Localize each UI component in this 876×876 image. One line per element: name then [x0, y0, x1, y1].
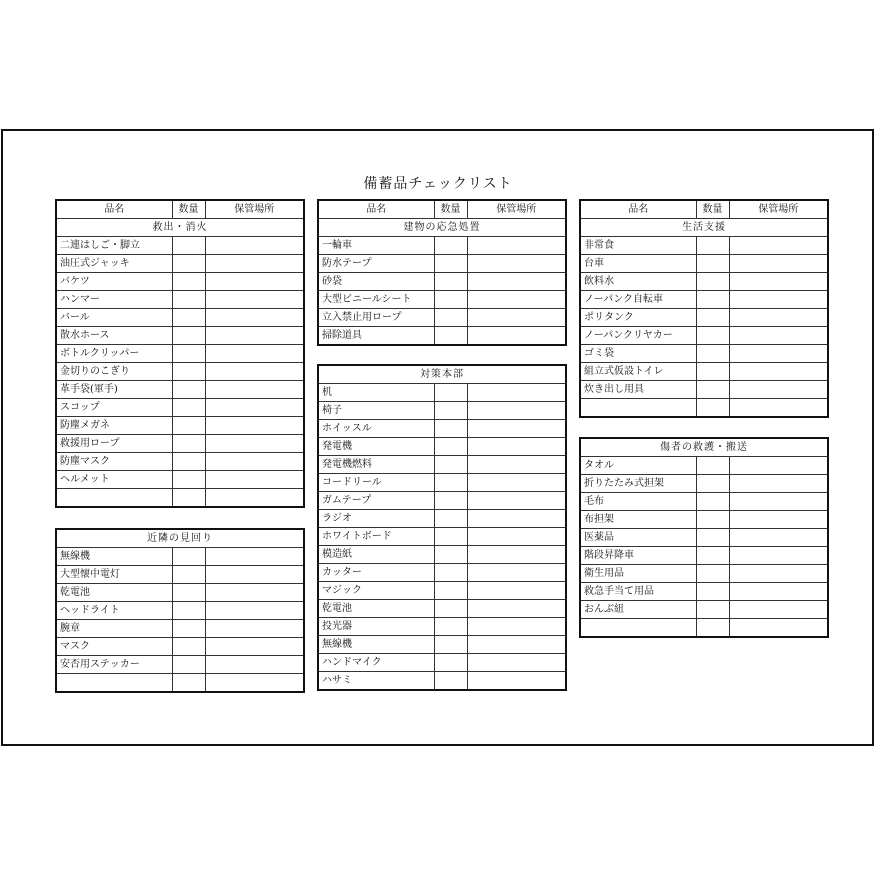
- item-name: 炊き出し用具: [580, 381, 696, 399]
- item-name: 台車: [580, 255, 696, 273]
- quantity-cell[interactable]: [434, 654, 467, 672]
- section-hq: [317, 364, 567, 691]
- table-row: [580, 511, 828, 529]
- storage-location-cell[interactable]: [467, 492, 566, 510]
- table-row: [580, 363, 828, 381]
- table-row: [318, 402, 566, 420]
- table-row: [318, 456, 566, 474]
- table-row: [56, 417, 304, 435]
- quantity-cell[interactable]: [696, 601, 729, 619]
- storage-location-cell[interactable]: [205, 381, 304, 399]
- storage-location-cell[interactable]: [467, 636, 566, 654]
- storage-location-cell[interactable]: [729, 493, 828, 511]
- table-row: [318, 654, 566, 672]
- item-name: コードリール: [318, 474, 434, 492]
- table-row: [318, 273, 566, 291]
- item-name: ホイッスル: [318, 420, 434, 438]
- storage-location-cell[interactable]: [467, 438, 566, 456]
- column-header: 品名: [56, 200, 172, 219]
- table-row: [318, 528, 566, 546]
- quantity-cell[interactable]: [696, 237, 729, 255]
- quantity-cell[interactable]: [696, 583, 729, 601]
- table-row: [318, 636, 566, 654]
- item-name: [56, 489, 172, 508]
- quantity-cell[interactable]: [434, 456, 467, 474]
- storage-location-cell[interactable]: [205, 566, 304, 584]
- column-header-row: [580, 200, 828, 219]
- item-name: 発電機: [318, 438, 434, 456]
- item-name: ノーパンク自転車: [580, 291, 696, 309]
- quantity-cell[interactable]: [434, 474, 467, 492]
- quantity-cell[interactable]: [696, 475, 729, 493]
- quantity-cell[interactable]: [696, 309, 729, 327]
- table-row: [318, 309, 566, 327]
- item-name: 油圧式ジャッキ: [56, 255, 172, 273]
- storage-location-cell[interactable]: [729, 237, 828, 255]
- quantity-cell[interactable]: [434, 618, 467, 636]
- storage-location-cell[interactable]: [205, 345, 304, 363]
- storage-location-cell[interactable]: [467, 420, 566, 438]
- item-name: 乾電池: [318, 600, 434, 618]
- item-name: 無線機: [318, 636, 434, 654]
- table-row: [56, 566, 304, 584]
- quantity-cell[interactable]: [434, 510, 467, 528]
- quantity-cell[interactable]: [434, 564, 467, 582]
- quantity-cell[interactable]: [434, 420, 467, 438]
- quantity-cell[interactable]: [172, 453, 205, 471]
- quantity-cell[interactable]: [434, 438, 467, 456]
- column-header: 保管場所: [205, 200, 304, 219]
- table-row: [580, 493, 828, 511]
- quantity-cell[interactable]: [696, 457, 729, 475]
- column-header-row: [56, 200, 304, 219]
- storage-location-cell[interactable]: [729, 327, 828, 345]
- item-name: 砂袋: [318, 273, 434, 291]
- storage-location-cell[interactable]: [729, 345, 828, 363]
- table-row: [580, 565, 828, 583]
- table-row: [318, 582, 566, 600]
- table-row: [318, 600, 566, 618]
- table-row: [318, 618, 566, 636]
- quantity-cell[interactable]: [434, 291, 467, 309]
- item-name: 模造紙: [318, 546, 434, 564]
- item-name: 一輪車: [318, 237, 434, 255]
- table-row: [56, 309, 304, 327]
- quantity-cell[interactable]: [172, 237, 205, 255]
- quantity-cell[interactable]: [172, 291, 205, 309]
- table-row: [580, 237, 828, 255]
- table-row: [580, 601, 828, 619]
- storage-location-cell[interactable]: [729, 457, 828, 475]
- item-name: マジック: [318, 582, 434, 600]
- storage-location-cell[interactable]: [729, 255, 828, 273]
- storage-location-cell[interactable]: [205, 237, 304, 255]
- table-row: [56, 620, 304, 638]
- storage-location-cell[interactable]: [205, 584, 304, 602]
- table-row: [56, 345, 304, 363]
- storage-location-cell[interactable]: [467, 510, 566, 528]
- quantity-cell[interactable]: [434, 672, 467, 691]
- column-header: 数量: [696, 200, 729, 219]
- quantity-cell[interactable]: [172, 309, 205, 327]
- storage-location-cell[interactable]: [467, 600, 566, 618]
- storage-location-cell[interactable]: [205, 471, 304, 489]
- storage-location-cell[interactable]: [729, 363, 828, 381]
- item-name: 金切りのこぎり: [56, 363, 172, 381]
- table-row: [318, 546, 566, 564]
- storage-location-cell[interactable]: [729, 291, 828, 309]
- storage-location-cell[interactable]: [467, 618, 566, 636]
- table-row: [580, 309, 828, 327]
- quantity-cell[interactable]: [434, 582, 467, 600]
- table-row: [580, 457, 828, 475]
- section-title: 傷者の救護・搬送: [580, 438, 828, 457]
- storage-location-cell[interactable]: [467, 291, 566, 309]
- quantity-cell[interactable]: [172, 417, 205, 435]
- item-name: 医薬品: [580, 529, 696, 547]
- item-name: 投光器: [318, 618, 434, 636]
- table-row: [56, 548, 304, 566]
- table-row: [318, 672, 566, 691]
- section-title: 近隣の見回り: [56, 529, 304, 548]
- quantity-cell[interactable]: [434, 636, 467, 654]
- storage-location-cell[interactable]: [205, 620, 304, 638]
- table-row: [318, 564, 566, 582]
- item-name: 掃除道具: [318, 327, 434, 346]
- table-row: [56, 602, 304, 620]
- storage-location-cell[interactable]: [205, 453, 304, 471]
- table-row: [56, 381, 304, 399]
- quantity-cell[interactable]: [696, 511, 729, 529]
- item-name: ホワイトボード: [318, 528, 434, 546]
- quantity-cell[interactable]: [172, 489, 205, 508]
- section-title: 救出・消火: [56, 219, 304, 237]
- item-name: 散水ホース: [56, 327, 172, 345]
- table-row: [318, 255, 566, 273]
- storage-location-cell[interactable]: [467, 474, 566, 492]
- table-row: [580, 273, 828, 291]
- storage-location-cell[interactable]: [205, 417, 304, 435]
- storage-location-cell[interactable]: [729, 273, 828, 291]
- quantity-cell[interactable]: [434, 237, 467, 255]
- quantity-cell[interactable]: [434, 327, 467, 346]
- quantity-cell[interactable]: [434, 528, 467, 546]
- column-header-row: [318, 200, 566, 219]
- table-row: [318, 420, 566, 438]
- quantity-cell[interactable]: [172, 548, 205, 566]
- item-name: 折りたたみ式担架: [580, 475, 696, 493]
- table-row: [56, 656, 304, 674]
- storage-location-cell[interactable]: [205, 656, 304, 674]
- quantity-cell[interactable]: [434, 309, 467, 327]
- item-name: カッター: [318, 564, 434, 582]
- item-name: 布担架: [580, 511, 696, 529]
- quantity-cell[interactable]: [434, 546, 467, 564]
- item-name: ボトルクリッパー: [56, 345, 172, 363]
- quantity-cell[interactable]: [696, 345, 729, 363]
- table-row: [580, 381, 828, 399]
- storage-location-cell[interactable]: [729, 547, 828, 565]
- quantity-cell[interactable]: [696, 273, 729, 291]
- quantity-cell[interactable]: [434, 255, 467, 273]
- table-row: [56, 435, 304, 453]
- storage-location-cell[interactable]: [205, 602, 304, 620]
- storage-location-cell[interactable]: [467, 654, 566, 672]
- quantity-cell[interactable]: [696, 255, 729, 273]
- table-row: [580, 547, 828, 565]
- table-row: [580, 529, 828, 547]
- column-header: 品名: [580, 200, 696, 219]
- item-name: バケツ: [56, 273, 172, 291]
- item-name: スコップ: [56, 399, 172, 417]
- storage-location-cell[interactable]: [729, 565, 828, 583]
- section-title: 対策本部: [318, 365, 566, 384]
- quantity-cell[interactable]: [696, 399, 729, 418]
- quantity-cell[interactable]: [172, 584, 205, 602]
- quantity-cell[interactable]: [434, 384, 467, 402]
- quantity-cell[interactable]: [172, 327, 205, 345]
- table-row: [580, 345, 828, 363]
- table-row: [56, 489, 304, 508]
- storage-location-cell[interactable]: [205, 291, 304, 309]
- table-row: [56, 291, 304, 309]
- table-row: [580, 619, 828, 638]
- table-row: [56, 674, 304, 693]
- storage-location-cell[interactable]: [205, 273, 304, 291]
- table-row: [318, 237, 566, 255]
- item-name: 救急手当て用品: [580, 583, 696, 601]
- quantity-cell[interactable]: [172, 399, 205, 417]
- quantity-cell[interactable]: [696, 529, 729, 547]
- quantity-cell[interactable]: [172, 620, 205, 638]
- column-header: 保管場所: [729, 200, 828, 219]
- section-neighborhood: [55, 528, 305, 693]
- item-name: ハサミ: [318, 672, 434, 691]
- table-row: [318, 492, 566, 510]
- item-name: 防塵メガネ: [56, 417, 172, 435]
- table-row: [318, 438, 566, 456]
- storage-location-cell[interactable]: [467, 564, 566, 582]
- quantity-cell[interactable]: [434, 273, 467, 291]
- item-name: 非常食: [580, 237, 696, 255]
- storage-location-cell[interactable]: [205, 489, 304, 508]
- quantity-cell[interactable]: [696, 547, 729, 565]
- section-injured: [579, 437, 829, 638]
- item-name: 二連はしご・脚立: [56, 237, 172, 255]
- column-header: 数量: [172, 200, 205, 219]
- table-row: [56, 237, 304, 255]
- quantity-cell[interactable]: [696, 291, 729, 309]
- item-name: ハンマー: [56, 291, 172, 309]
- storage-location-cell[interactable]: [205, 674, 304, 693]
- storage-location-cell[interactable]: [729, 583, 828, 601]
- storage-location-cell[interactable]: [467, 582, 566, 600]
- table-row: [318, 510, 566, 528]
- section-title: 建物の応急処置: [318, 219, 566, 237]
- table-row: [318, 327, 566, 346]
- storage-location-cell[interactable]: [729, 601, 828, 619]
- storage-location-cell[interactable]: [467, 273, 566, 291]
- table-row: [56, 327, 304, 345]
- table-row: [580, 291, 828, 309]
- item-name: 組立式仮設トイレ: [580, 363, 696, 381]
- storage-location-cell[interactable]: [467, 672, 566, 691]
- quantity-cell[interactable]: [172, 656, 205, 674]
- item-name: 発電機燃料: [318, 456, 434, 474]
- section-life: [579, 199, 829, 418]
- storage-location-cell[interactable]: [729, 529, 828, 547]
- item-name: ノーパンクリヤカー: [580, 327, 696, 345]
- item-name: ラジオ: [318, 510, 434, 528]
- storage-location-cell[interactable]: [205, 309, 304, 327]
- quantity-cell[interactable]: [172, 602, 205, 620]
- section-title: 生活支援: [580, 219, 828, 237]
- item-name: 安否用ステッカー: [56, 656, 172, 674]
- storage-location-cell[interactable]: [205, 255, 304, 273]
- item-name: ゴミ袋: [580, 345, 696, 363]
- table-row: [580, 399, 828, 418]
- table-row: [318, 384, 566, 402]
- storage-location-cell[interactable]: [467, 402, 566, 420]
- quantity-cell[interactable]: [696, 493, 729, 511]
- item-name: 大型ビニールシート: [318, 291, 434, 309]
- item-name: 毛布: [580, 493, 696, 511]
- quantity-cell[interactable]: [172, 273, 205, 291]
- quantity-cell[interactable]: [172, 381, 205, 399]
- item-name: ヘッドライト: [56, 602, 172, 620]
- page-title: 備蓄品チェックリスト: [363, 176, 513, 192]
- item-name: 無線機: [56, 548, 172, 566]
- item-name: 乾電池: [56, 584, 172, 602]
- quantity-cell[interactable]: [172, 435, 205, 453]
- quantity-cell[interactable]: [172, 363, 205, 381]
- item-name: 救援用ロープ: [56, 435, 172, 453]
- item-name: 階段昇降車: [580, 547, 696, 565]
- item-name: タオル: [580, 457, 696, 475]
- quantity-cell[interactable]: [172, 471, 205, 489]
- storage-location-cell[interactable]: [729, 475, 828, 493]
- table-row: [580, 255, 828, 273]
- storage-location-cell[interactable]: [729, 619, 828, 638]
- item-name: 大型懐中電灯: [56, 566, 172, 584]
- item-name: [580, 619, 696, 638]
- storage-location-cell[interactable]: [467, 456, 566, 474]
- item-name: おんぶ紐: [580, 601, 696, 619]
- quantity-cell[interactable]: [172, 674, 205, 693]
- storage-location-cell[interactable]: [205, 638, 304, 656]
- storage-location-cell[interactable]: [467, 327, 566, 346]
- table-row: [580, 327, 828, 345]
- storage-location-cell[interactable]: [205, 363, 304, 381]
- quantity-cell[interactable]: [434, 600, 467, 618]
- storage-location-cell[interactable]: [205, 327, 304, 345]
- quantity-cell[interactable]: [696, 619, 729, 638]
- quantity-cell[interactable]: [696, 363, 729, 381]
- table-row: [318, 474, 566, 492]
- quantity-cell[interactable]: [172, 345, 205, 363]
- table-row: [580, 475, 828, 493]
- item-name: 椅子: [318, 402, 434, 420]
- table-row: [56, 255, 304, 273]
- section-building: [317, 199, 567, 346]
- item-name: 衛生用品: [580, 565, 696, 583]
- table-row: [56, 471, 304, 489]
- column-header: 数量: [434, 200, 467, 219]
- storage-location-cell[interactable]: [467, 309, 566, 327]
- storage-location-cell[interactable]: [729, 309, 828, 327]
- item-name: 革手袋(軍手): [56, 381, 172, 399]
- table-row: [56, 363, 304, 381]
- item-name: 腕章: [56, 620, 172, 638]
- item-name: 防水テープ: [318, 255, 434, 273]
- quantity-cell[interactable]: [434, 402, 467, 420]
- table-row: [56, 399, 304, 417]
- quantity-cell[interactable]: [172, 638, 205, 656]
- item-name: 防塵マスク: [56, 453, 172, 471]
- item-name: ハンドマイク: [318, 654, 434, 672]
- table-row: [56, 273, 304, 291]
- section-rescue: [55, 199, 305, 508]
- quantity-cell[interactable]: [696, 565, 729, 583]
- storage-location-cell[interactable]: [729, 399, 828, 418]
- storage-location-cell[interactable]: [205, 399, 304, 417]
- quantity-cell[interactable]: [434, 492, 467, 510]
- storage-location-cell[interactable]: [467, 237, 566, 255]
- table-row: [56, 638, 304, 656]
- storage-location-cell[interactable]: [205, 435, 304, 453]
- item-name: ポリタンク: [580, 309, 696, 327]
- quantity-cell[interactable]: [696, 327, 729, 345]
- item-name: [56, 674, 172, 693]
- storage-location-cell[interactable]: [467, 546, 566, 564]
- item-name: [580, 399, 696, 418]
- item-name: ヘルメット: [56, 471, 172, 489]
- table-row: [580, 583, 828, 601]
- quantity-cell[interactable]: [172, 566, 205, 584]
- table-row: [318, 291, 566, 309]
- item-name: バール: [56, 309, 172, 327]
- item-name: 飲料水: [580, 273, 696, 291]
- storage-location-cell[interactable]: [729, 511, 828, 529]
- table-row: [56, 584, 304, 602]
- storage-location-cell[interactable]: [205, 548, 304, 566]
- storage-location-cell[interactable]: [467, 255, 566, 273]
- table-row: [56, 453, 304, 471]
- storage-location-cell[interactable]: [467, 384, 566, 402]
- column-header: 品名: [318, 200, 434, 219]
- item-name: 机: [318, 384, 434, 402]
- item-name: 立入禁止用ロープ: [318, 309, 434, 327]
- quantity-cell[interactable]: [696, 381, 729, 399]
- item-name: マスク: [56, 638, 172, 656]
- quantity-cell[interactable]: [172, 255, 205, 273]
- storage-location-cell[interactable]: [729, 381, 828, 399]
- storage-location-cell[interactable]: [467, 528, 566, 546]
- item-name: ガムテープ: [318, 492, 434, 510]
- column-header: 保管場所: [467, 200, 566, 219]
